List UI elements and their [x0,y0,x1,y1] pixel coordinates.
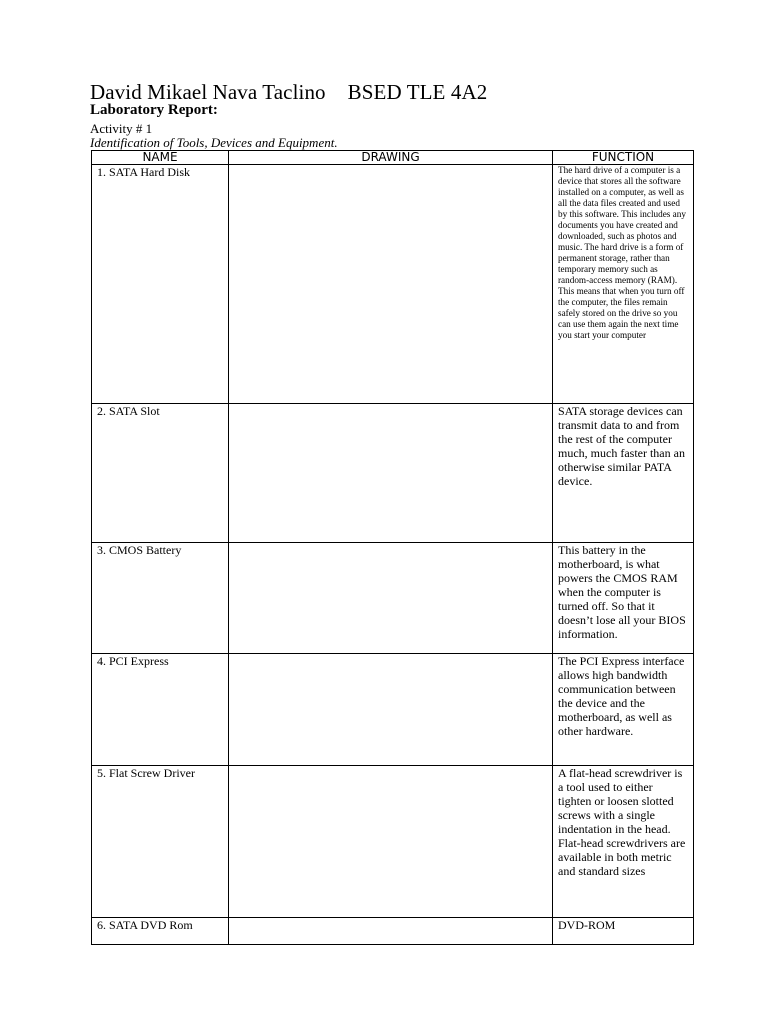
row-name: 5. Flat Screw Driver [92,766,229,918]
row-function: A flat-head screwdriver is a tool used to either tighten or loosen slotted screws with a single indentation in the head. Flat-head screwdrivers are available in both metric and standard sizes [553,766,694,918]
table-row [92,918,694,945]
row-function: The PCI Express interface allows high bandwidth communication between the device and the motherboard, as well as other hardware. [553,654,694,766]
row-drawing-cell [229,165,553,404]
row-drawing-cell [229,404,553,543]
table-row [92,404,694,543]
row-name: 6. SATA DVD Rom [92,918,229,945]
table-row [92,165,694,404]
activity-number: Activity # 1 [90,121,153,136]
table-row [92,543,694,654]
table-header-row [92,151,694,165]
row-drawing-cell [229,543,553,654]
row-function: This battery in the motherboard, is what powers the CMOS RAM when the computer is turned off. So that it doesn’t lose all your BIOS information. [553,543,694,654]
table-row [92,654,694,766]
row-name: 1. SATA Hard Disk [92,165,229,404]
row-drawing-cell [229,766,553,918]
report-table [91,150,694,945]
student-name: David Mikael Nava Taclino [90,80,326,104]
row-drawing-cell [229,654,553,766]
row-function: SATA storage devices can transmit data to and from the rest of the computer much, much faster than an otherwise similar PATA device. [553,404,694,543]
row-name: 3. CMOS Battery [92,543,229,654]
row-function: DVD-ROM [553,918,694,945]
table-row [92,766,694,918]
student-class: BSED TLE 4A2 [347,80,488,104]
row-drawing-cell [229,918,553,945]
report-title: Laboratory Report: [90,102,218,118]
row-name: 4. PCI Express [92,654,229,766]
row-function: The hard drive of a computer is a device that stores all the software installed on a computer, as well as all the data files created and used by this software. This includes any documents you have created and downloaded, such as photos and music. The hard drive is a form of permanent storage, rather than temporary memory such as random-access memory (RAM). This means that when you turn off the computer, the files remain safely stored on the drive so you can use them again the next time you start your computer [553,165,694,404]
activity-description: Identification of Tools, Devices and Equipment. [90,135,338,150]
column-header-function: FUNCTION [553,151,694,165]
column-header-drawing: DRAWING [229,151,553,165]
column-header-name: NAME [92,151,229,165]
row-name: 2. SATA Slot [92,404,229,543]
